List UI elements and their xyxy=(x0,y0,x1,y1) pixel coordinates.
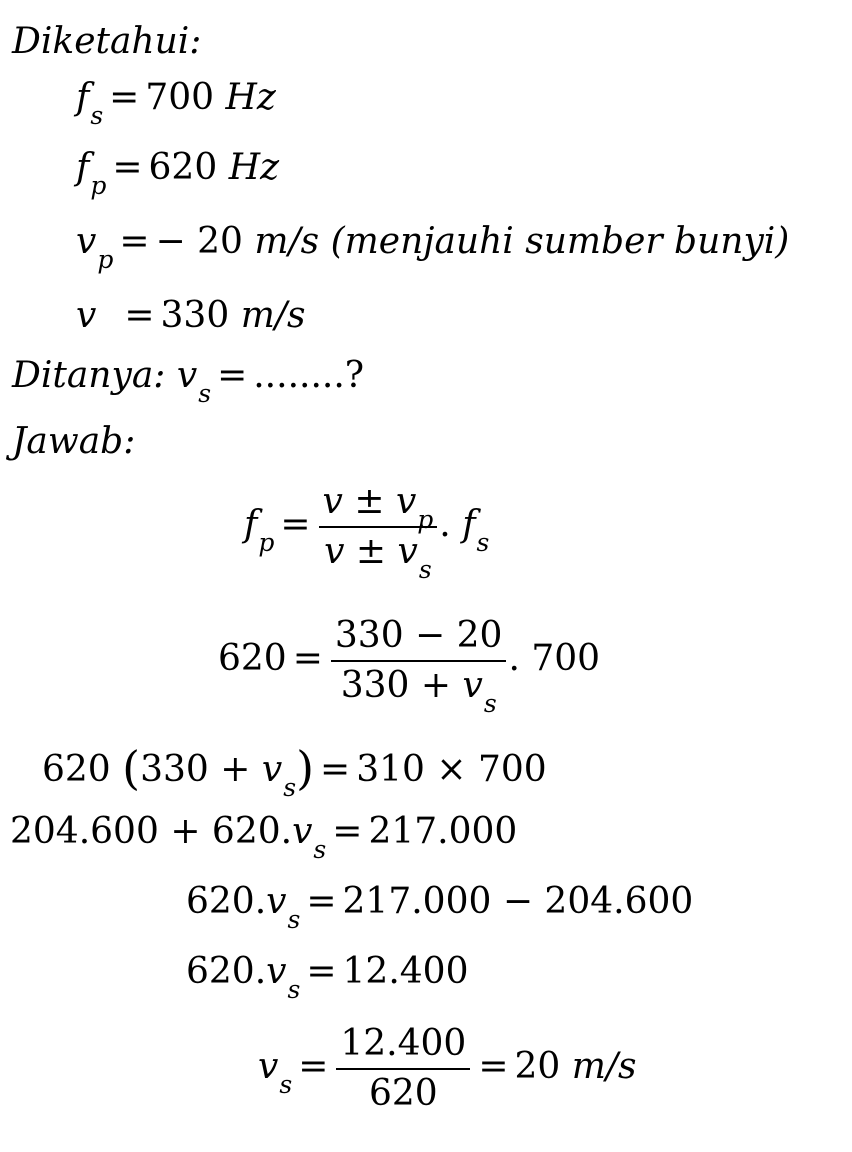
v-equals: = xyxy=(124,295,155,336)
fp-value: 620 xyxy=(148,147,218,188)
asked-line xyxy=(12,355,365,408)
given-fp xyxy=(76,147,280,200)
step3-open-paren: ( xyxy=(122,741,141,795)
v-value: 330 xyxy=(160,295,230,336)
step4-v-sub: s xyxy=(313,835,327,864)
vp-value: − 20 xyxy=(155,221,243,262)
given-heading: Diketahui: xyxy=(12,21,202,62)
step5-v: v xyxy=(266,881,287,922)
step7-equals-2: = xyxy=(478,1046,509,1087)
step7-fraction xyxy=(336,1023,470,1114)
step1-lhs: f xyxy=(244,504,258,545)
step7-value: 20 xyxy=(514,1046,561,1087)
step3-equation xyxy=(42,741,547,802)
step1-tail-sub: s xyxy=(476,528,490,557)
fp-unit: Hz xyxy=(228,147,280,188)
vp-subscript: p xyxy=(97,245,114,274)
vp-symbol: v xyxy=(76,221,97,262)
step3-close-paren: ) xyxy=(296,741,315,795)
step3-inner: 330 + xyxy=(140,749,251,790)
step7-v: v xyxy=(258,1046,279,1087)
step1-denominator: $v \pm v_s$ xyxy=(319,526,438,570)
step2-tail: . 700 xyxy=(508,638,601,679)
step5-rhs: 217.000 − 204.600 xyxy=(342,881,694,922)
step7-denominator: 620 xyxy=(336,1068,470,1112)
asked-value: ........? xyxy=(253,355,365,396)
fs-symbol: f xyxy=(76,77,90,118)
step2-equals: = xyxy=(292,638,323,679)
step6-equals: = xyxy=(306,951,337,992)
step6-v-sub: s xyxy=(287,975,301,1004)
step1-equation xyxy=(244,481,490,584)
step1-tail-symbol: f xyxy=(462,504,476,545)
step1-fraction xyxy=(319,481,438,584)
vp-unit: m/s xyxy=(254,221,320,262)
step1-numerator: $v \pm v_p$ xyxy=(322,481,434,534)
given-fs xyxy=(76,77,276,130)
step4-v: v xyxy=(292,811,313,852)
step4-equation xyxy=(10,811,518,864)
step2-numerator: 330 − 20 xyxy=(334,615,503,656)
step5-equals: = xyxy=(306,881,337,922)
step7-v-sub: s xyxy=(279,1070,293,1099)
given-vp xyxy=(76,221,790,274)
fs-subscript: s xyxy=(90,101,104,130)
step7-numerator: 12.400 xyxy=(340,1023,467,1064)
answer-heading: Jawab: xyxy=(12,421,136,462)
fs-equals: = xyxy=(109,77,140,118)
step2-fraction xyxy=(331,615,507,718)
step5-lhs: 620. xyxy=(186,881,267,922)
step3-equals: = xyxy=(320,749,351,790)
step2-equation xyxy=(218,615,601,718)
step3-v: v xyxy=(261,749,283,790)
v-symbol: v xyxy=(76,295,97,336)
step7-unit: m/s xyxy=(571,1046,637,1087)
step5-v-sub: s xyxy=(287,905,301,934)
step3-rhs: 310 × 700 xyxy=(356,749,547,790)
step5-equation xyxy=(186,881,694,934)
step3-coef: 620 xyxy=(42,749,111,790)
step1-equals: = xyxy=(280,504,311,545)
fp-symbol: f xyxy=(76,147,90,188)
asked-symbol: v xyxy=(176,355,198,396)
fs-value: 700 xyxy=(145,77,215,118)
given-v xyxy=(76,295,306,336)
vp-equals: = xyxy=(119,221,150,262)
asked-heading: Ditanya: xyxy=(12,355,166,396)
step4-equals: = xyxy=(332,811,363,852)
step3-v-sub: s xyxy=(283,773,297,802)
fp-equals: = xyxy=(112,147,143,188)
fs-unit: Hz xyxy=(225,77,276,118)
step6-v: v xyxy=(266,951,287,992)
step1-dot: . xyxy=(439,504,451,545)
step6-equation xyxy=(186,951,469,1004)
step2-lhs: 620 xyxy=(218,638,287,679)
fp-subscript: p xyxy=(90,171,107,200)
step4-rhs: 217.000 xyxy=(368,811,518,852)
step6-rhs: 12.400 xyxy=(342,951,469,992)
v-unit: m/s xyxy=(240,295,306,336)
step7-equation xyxy=(258,1023,637,1114)
step7-equals: = xyxy=(298,1046,329,1087)
asked-subscript: s xyxy=(198,379,212,408)
step6-lhs: 620. xyxy=(186,951,267,992)
asked-equals: = xyxy=(217,355,248,396)
vp-note: (menjauhi sumber bunyi) xyxy=(330,221,790,262)
step1-lhs-sub: p xyxy=(258,528,275,557)
step2-denominator: $330 + v_s$ xyxy=(331,660,507,704)
step4-lhs: 204.600 + 620. xyxy=(10,811,293,852)
